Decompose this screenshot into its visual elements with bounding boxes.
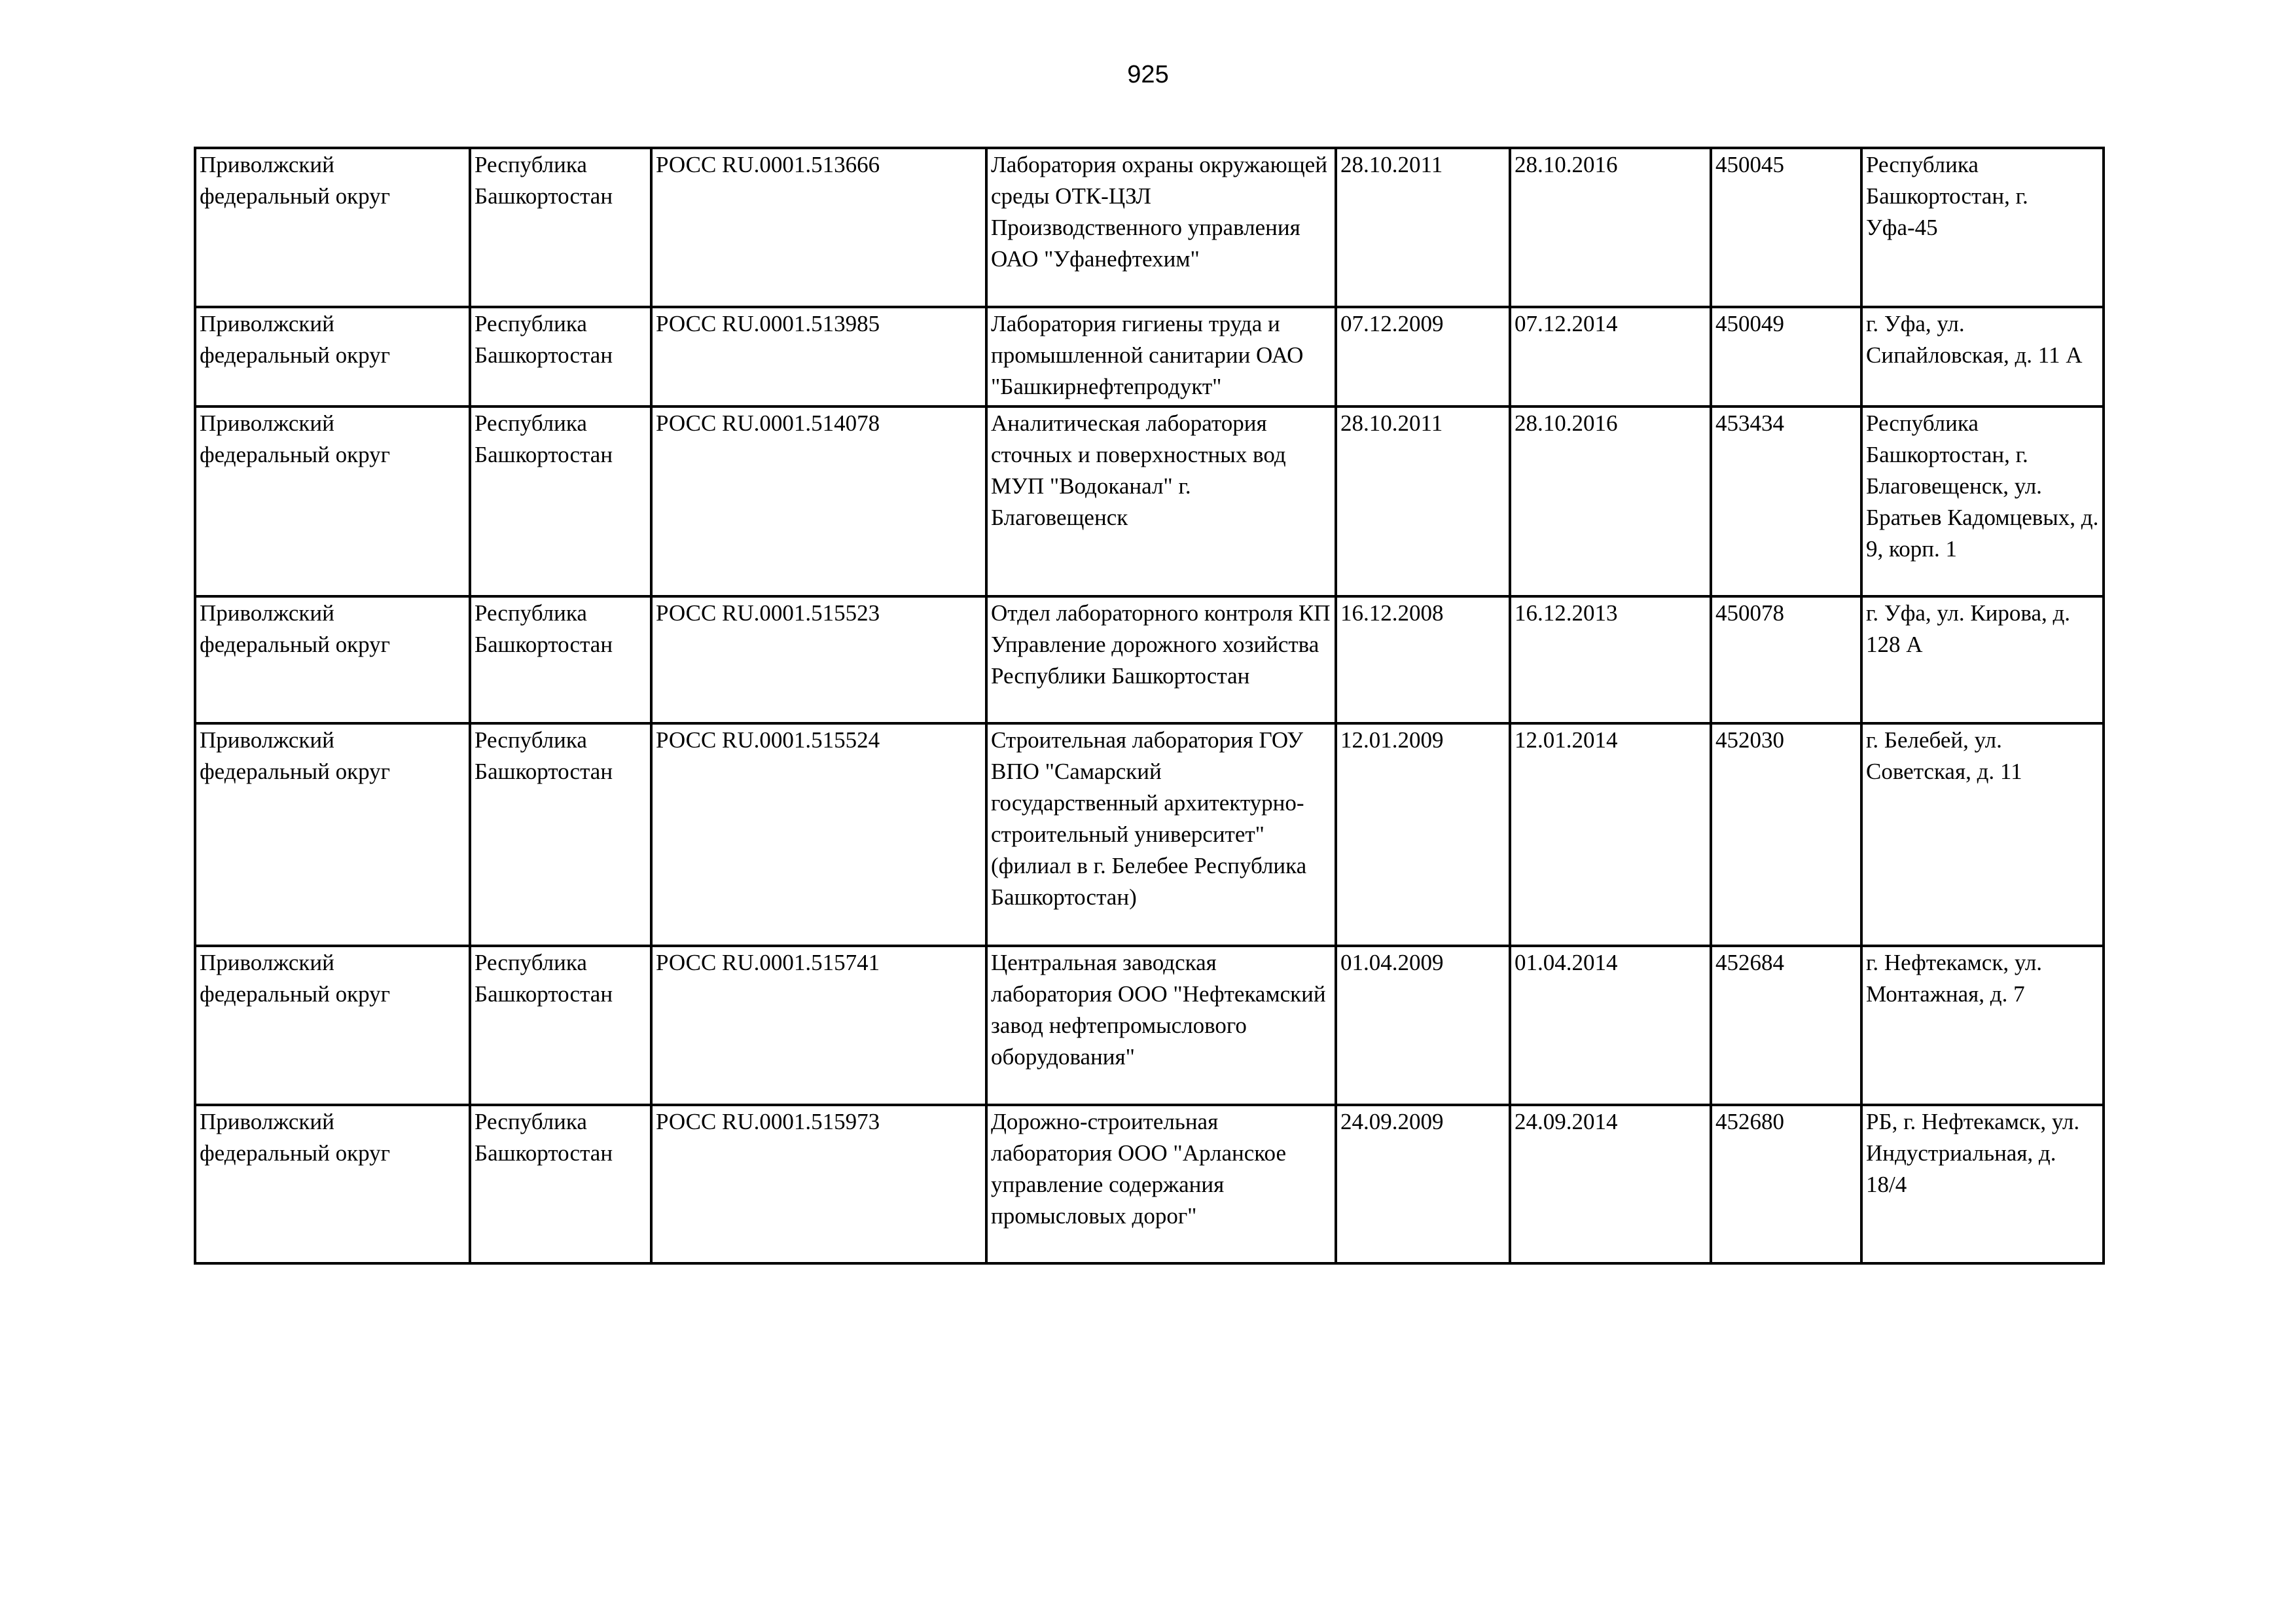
address-cell: Республика Башкортостан, г. Благовещенск, ул. Братьев Кадомцевых, д. 9, корп. 1 (1861, 406, 2104, 596)
table-row (195, 148, 2104, 307)
expiry-date-cell: 01.04.2014 (1510, 946, 1711, 1105)
address-cell: Республика Башкортостан, г. Уфа-45 (1861, 148, 2104, 307)
address-cell: г. Нефтекамск, ул. Монтажная, д. 7 (1861, 946, 2104, 1105)
district-cell: Приволжский федеральный округ (195, 946, 470, 1105)
expiry-date-cell: 16.12.2013 (1510, 596, 1711, 723)
accreditation-number-cell: РОСС RU.0001.514078 (651, 406, 986, 596)
table-row (195, 406, 2104, 596)
expiry-date-cell: 28.10.2016 (1510, 148, 1711, 307)
postcode-cell: 452030 (1711, 723, 1861, 946)
postcode-cell: 450045 (1711, 148, 1861, 307)
district-cell: Приволжский федеральный округ (195, 723, 470, 946)
address-cell: г. Уфа, ул. Сипайловская, д. 11 А (1861, 307, 2104, 406)
issue-date-cell: 01.04.2009 (1336, 946, 1510, 1105)
issue-date-cell: 28.10.2011 (1336, 148, 1510, 307)
accreditation-number-cell: РОСС RU.0001.515741 (651, 946, 986, 1105)
district-cell: Приволжский федеральный округ (195, 148, 470, 307)
region-cell: Республика Башкортостан (470, 723, 651, 946)
address-cell: г. Белебей, ул. Советская, д. 11 (1861, 723, 2104, 946)
district-cell: Приволжский федеральный округ (195, 1105, 470, 1263)
region-cell: Республика Башкортостан (470, 946, 651, 1105)
address-cell: г. Уфа, ул. Кирова, д. 128 А (1861, 596, 2104, 723)
laboratory-name-cell: Лаборатория гигиены труда и промышленной санитарии ОАО "Башкирнефтепродукт" (986, 307, 1336, 406)
postcode-cell: 450049 (1711, 307, 1861, 406)
table-row (195, 596, 2104, 723)
expiry-date-cell: 12.01.2014 (1510, 723, 1711, 946)
district-cell: Приволжский федеральный округ (195, 406, 470, 596)
region-cell: Республика Башкортостан (470, 307, 651, 406)
accreditation-number-cell: РОСС RU.0001.515523 (651, 596, 986, 723)
laboratory-registry-table (194, 147, 2105, 1265)
laboratory-name-cell: Строительная лаборатория ГОУ ВПО "Самарский государственный архитектурно-строительный университет" (филиал в г. Белебее Республика Башкортостан) (986, 723, 1336, 946)
district-cell: Приволжский федеральный округ (195, 596, 470, 723)
laboratory-name-cell: Аналитическая лаборатория сточных и поверхностных вод МУП "Водоканал" г. Благовещенск (986, 406, 1336, 596)
accreditation-number-cell: РОСС RU.0001.513666 (651, 148, 986, 307)
issue-date-cell: 16.12.2008 (1336, 596, 1510, 723)
region-cell: Республика Башкортостан (470, 596, 651, 723)
region-cell: Республика Башкортостан (470, 406, 651, 596)
laboratory-name-cell: Лаборатория охраны окружающей среды ОТК-ЦЗЛ Производственного управления ОАО "Уфанефтехим" (986, 148, 1336, 307)
expiry-date-cell: 28.10.2016 (1510, 406, 1711, 596)
laboratory-name-cell: Центральная заводская лаборатория ООО "Нефтекамский завод нефтепромыслового оборудования" (986, 946, 1336, 1105)
region-cell: Республика Башкортостан (470, 1105, 651, 1263)
table-row (195, 307, 2104, 406)
accreditation-number-cell: РОСС RU.0001.515524 (651, 723, 986, 946)
accreditation-number-cell: РОСС RU.0001.515973 (651, 1105, 986, 1263)
postcode-cell: 453434 (1711, 406, 1861, 596)
table-row (195, 723, 2104, 946)
postcode-cell: 452680 (1711, 1105, 1861, 1263)
laboratory-name-cell: Дорожно-строительная лаборатория ООО "Арланское управление содержания промысловых дорог" (986, 1105, 1336, 1263)
issue-date-cell: 28.10.2011 (1336, 406, 1510, 596)
postcode-cell: 452684 (1711, 946, 1861, 1105)
table-row (195, 1105, 2104, 1263)
expiry-date-cell: 24.09.2014 (1510, 1105, 1711, 1263)
expiry-date-cell: 07.12.2014 (1510, 307, 1711, 406)
region-cell: Республика Башкортостан (470, 148, 651, 307)
issue-date-cell: 12.01.2009 (1336, 723, 1510, 946)
postcode-cell: 450078 (1711, 596, 1861, 723)
laboratory-name-cell: Отдел лабораторного контроля КП Управление дорожного хозийства Республики Башкортостан (986, 596, 1336, 723)
table-row (195, 946, 2104, 1105)
issue-date-cell: 24.09.2009 (1336, 1105, 1510, 1263)
accreditation-number-cell: РОСС RU.0001.513985 (651, 307, 986, 406)
district-cell: Приволжский федеральный округ (195, 307, 470, 406)
page-number: 925 (1127, 61, 1169, 88)
address-cell: РБ, г. Нефтекамск, ул. Индустриальная, д. 18/4 (1861, 1105, 2104, 1263)
issue-date-cell: 07.12.2009 (1336, 307, 1510, 406)
